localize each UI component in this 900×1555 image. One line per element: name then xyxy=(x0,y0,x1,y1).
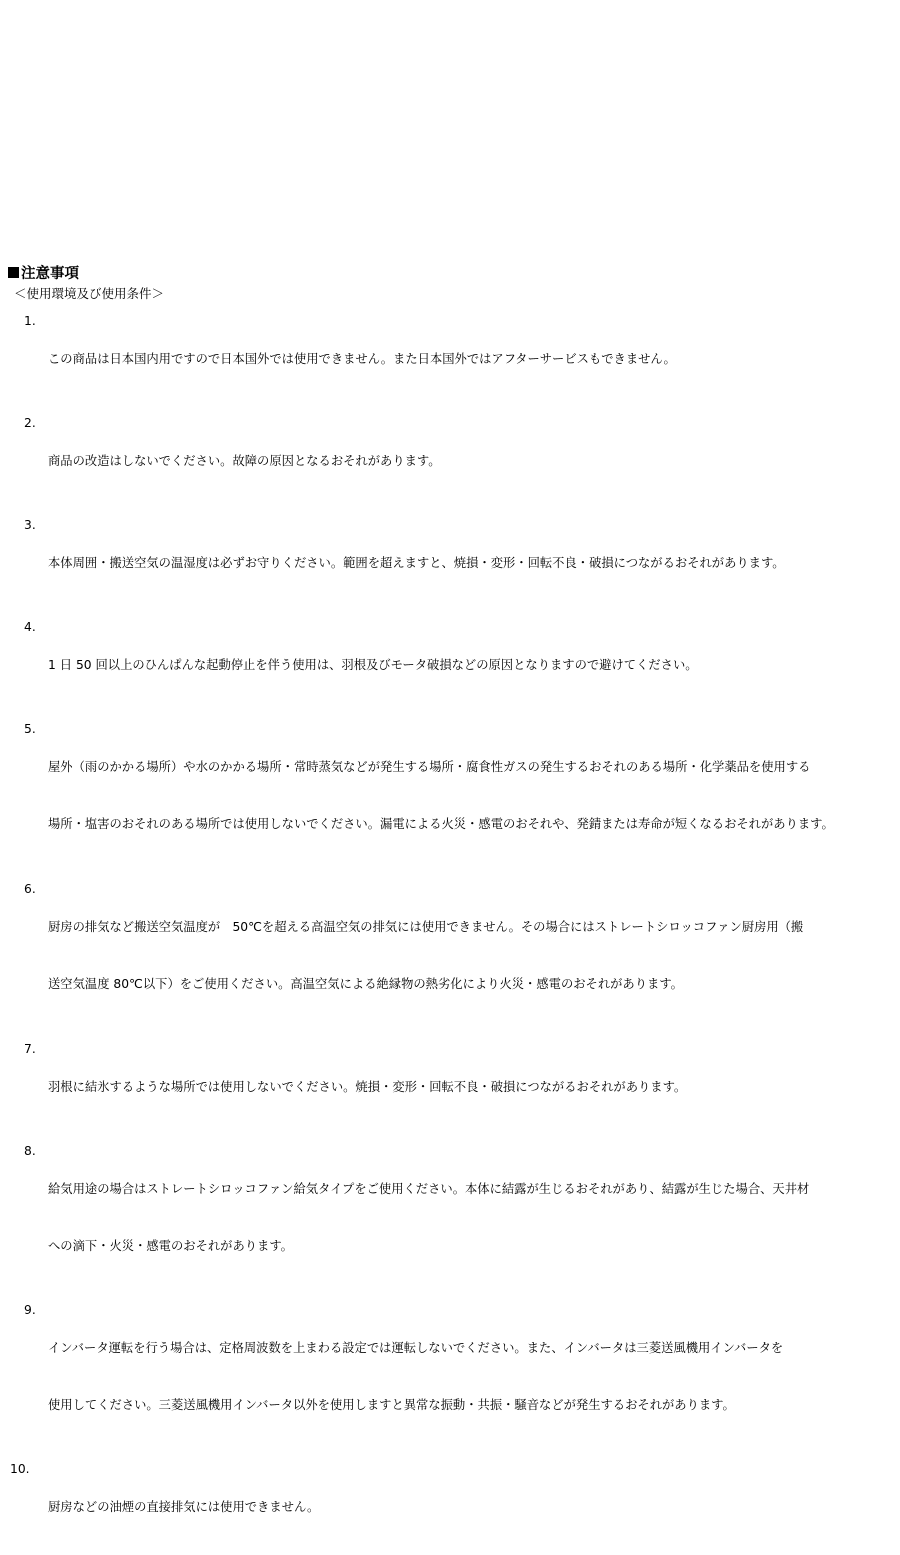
item-text-line: 商品の改造はしないでください。故障の原因となるおそれがあります。 xyxy=(48,454,441,468)
item-text xyxy=(48,1460,892,1555)
caution-item xyxy=(8,1460,892,1555)
item-text xyxy=(48,516,892,611)
caution-item xyxy=(8,880,892,1032)
item-text-line: への滴下・火災・感電のおそれがあります。 xyxy=(48,1239,293,1253)
item-number: 1. xyxy=(24,314,36,328)
caution-list xyxy=(8,312,892,1555)
item-text xyxy=(48,1142,892,1294)
caution-item xyxy=(8,516,892,611)
item-text-line: 厨房の排気など搬送空気温度が 50℃を超える高温空気の排気には使用できません。その場合にはストレートシロッコファン厨房用（搬 xyxy=(48,920,804,934)
item-text-line: 厨房などの油煙の直接排気には使用できません。 xyxy=(48,1500,320,1514)
item-number: 7. xyxy=(24,1042,36,1056)
item-number: 5. xyxy=(24,722,36,736)
item-text-line: 給気用途の場合はストレートシロッコファン給気タイプをご使用ください。本体に結露が生じるおそれがあり、結露が生じた場合、天井材 xyxy=(48,1182,810,1196)
item-text xyxy=(48,880,892,1032)
item-number: 10. xyxy=(10,1462,30,1476)
item-number: 2. xyxy=(24,416,36,430)
item-number: 4. xyxy=(24,620,36,634)
item-text-line: 送空気温度 80℃以下）をご使用ください。高温空気による絶縁物の熱劣化により火災・感電のおそれがあります。 xyxy=(48,977,683,991)
caution-item xyxy=(8,720,892,872)
usage-conditions-subheading: ＜使用環境及び使用条件＞ xyxy=(14,286,165,301)
item-text-line: 屋外（雨のかかる場所）や水のかかる場所・常時蒸気などが発生する場所・腐食性ガスの発生するおそれのある場所・化学薬品を使用する xyxy=(48,760,811,774)
notice-section xyxy=(8,262,892,1555)
item-text-line: 本体周囲・搬送空気の温湿度は必ずお守りください。範囲を超えますと、焼損・変形・回転不良・破損につながるおそれがあります。 xyxy=(48,556,785,570)
item-text xyxy=(48,1301,892,1453)
notice-heading xyxy=(8,262,892,282)
item-text xyxy=(48,1040,892,1135)
item-text xyxy=(48,414,892,509)
item-text-line: インバータ運転を行う場合は、定格周波数を上まわる設定では運転しないでください。また、インバータは三菱送風機用インバータを xyxy=(48,1341,784,1355)
item-text xyxy=(48,720,892,872)
caution-item xyxy=(8,1142,892,1294)
item-text xyxy=(48,312,892,407)
item-number: 6. xyxy=(24,882,36,896)
item-text-line: 場所・塩害のおそれのある場所では使用しないでください。漏電による火災・感電のおそれや、発錆または寿命が短くなるおそれがあります。 xyxy=(48,817,834,831)
item-text-line: 羽根に結氷するような場所では使用しないでください。焼損・変形・回転不良・破損につながるおそれがあります。 xyxy=(48,1080,687,1094)
item-number: 9. xyxy=(24,1303,36,1317)
item-text xyxy=(48,618,892,713)
notice-heading-text: 注意事項 xyxy=(21,265,79,282)
item-text-line: この商品は日本国内用ですので日本国外では使用できません。また日本国外ではアフターサービスもできません。 xyxy=(48,352,676,366)
caution-item xyxy=(8,312,892,407)
item-text-line: 使用してください。三菱送風機用インバータ以外を使用しますと異常な振動・共振・騒音などが発生するおそれがあります。 xyxy=(48,1398,735,1412)
item-number: 8. xyxy=(24,1144,36,1158)
caution-item xyxy=(8,1301,892,1453)
item-number: 3. xyxy=(24,518,36,532)
black-square-icon xyxy=(8,267,19,278)
caution-item xyxy=(8,414,892,509)
caution-item xyxy=(8,618,892,713)
item-text-line: 1 日 50 回以上のひんぱんな起動停止を伴う使用は、羽根及びモータ破損などの原因となりますので避けてください。 xyxy=(48,658,698,672)
caution-item xyxy=(8,1040,892,1135)
